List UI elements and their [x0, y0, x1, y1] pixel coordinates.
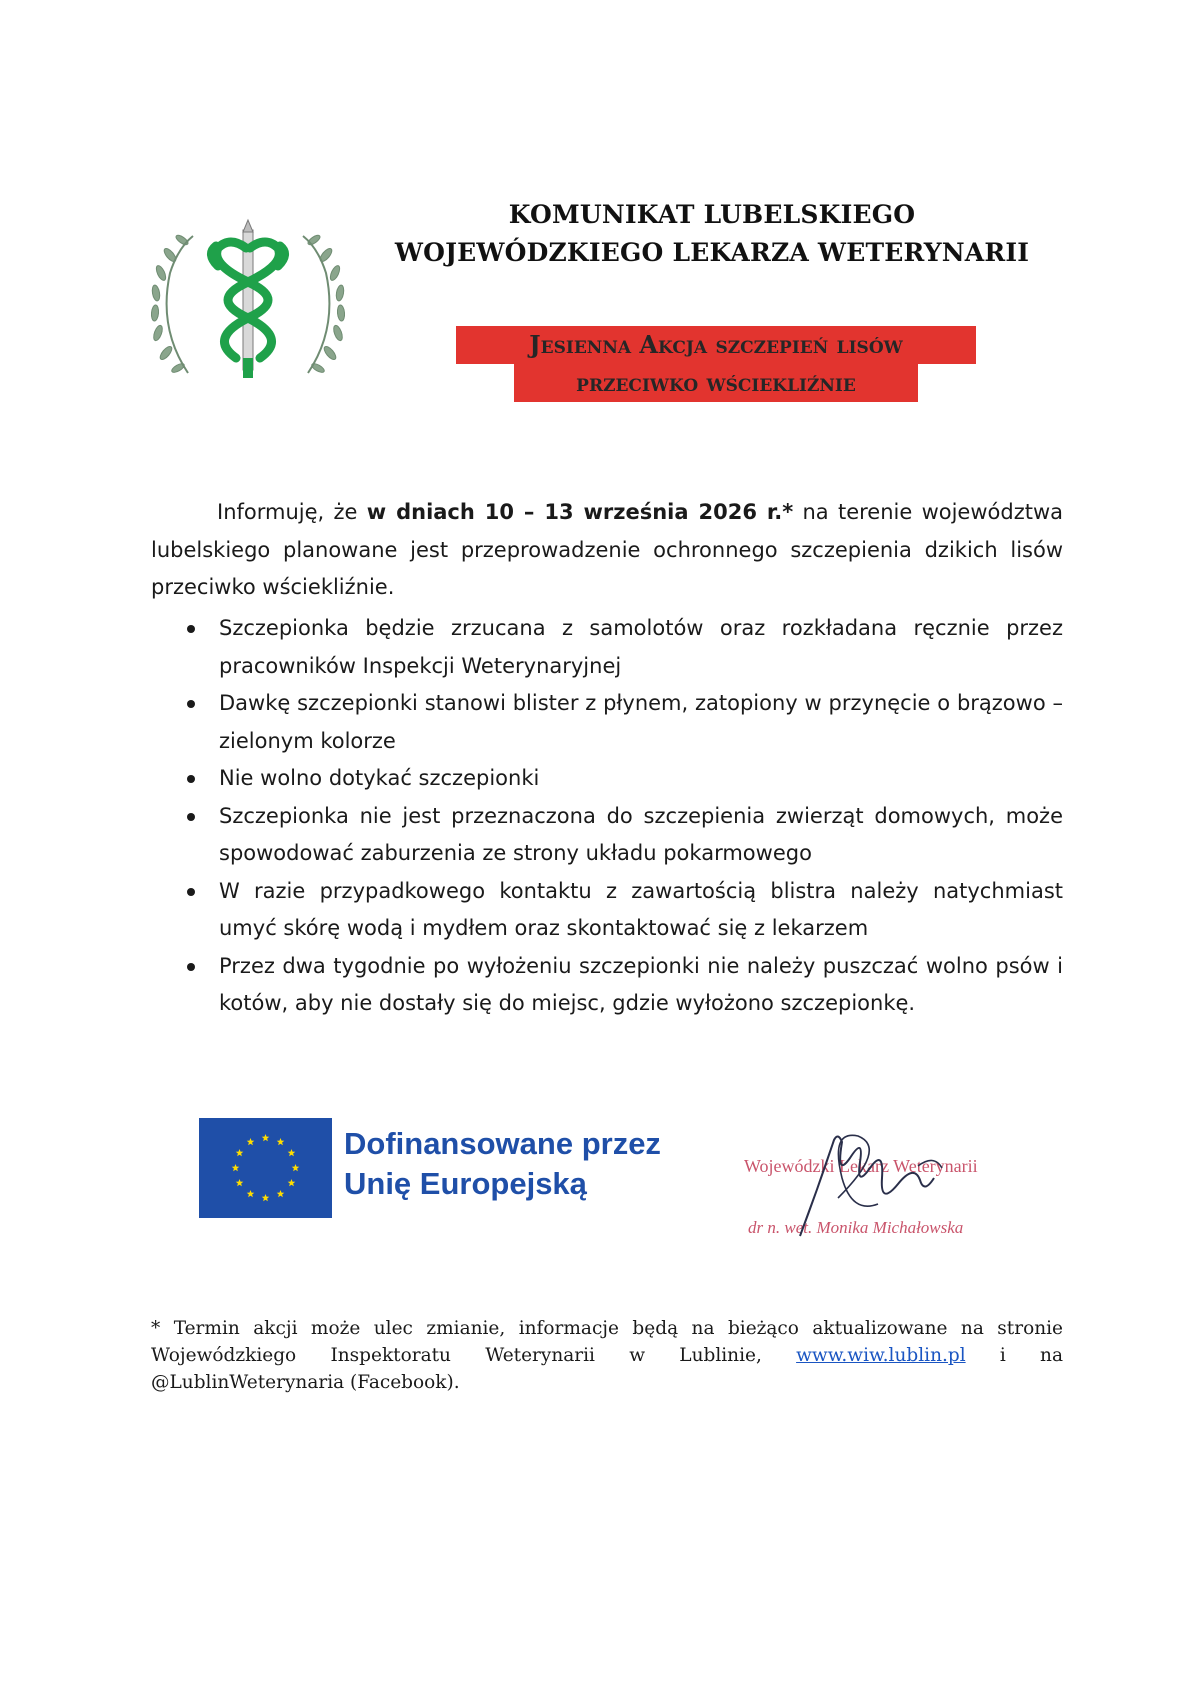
footnote	[151, 1315, 1063, 1396]
eu-line-1: Dofinansowane przez	[344, 1126, 661, 1161]
bullet-icon	[187, 625, 195, 633]
footnote-text-after: i na @LublinWeterynaria (Facebook).	[151, 1345, 1063, 1393]
intro-date: w dniach 10 – 13 września 2026 r.*	[366, 500, 794, 524]
list-item-text: Szczepionka będzie zrzucana z samolotów oraz rozkładana ręcznie przez pracowników Inspekcji Weterynaryjnej	[219, 616, 1063, 678]
footnote-text: * Termin akcji może ulec zmianie, informacje będą na bieżąco aktualizowane na stronie Wojewódzkiego Inspektoratu Weterynarii w Lublinie,	[151, 1318, 1063, 1366]
eu-funding-logo	[199, 1118, 689, 1218]
signature-icon	[738, 1118, 1038, 1248]
campaign-banner	[456, 326, 976, 402]
list-item	[151, 760, 1063, 798]
bullet-icon	[187, 700, 195, 708]
stamp-office: Wojewódzki Lekarz Weterynarii	[744, 1156, 978, 1176]
list-item	[151, 873, 1063, 948]
bullet-icon	[187, 813, 195, 821]
eu-flag-icon	[199, 1118, 332, 1218]
banner-line-2: przeciwko wściekliźnie	[514, 364, 918, 402]
title-line-1: KOMUNIKAT LUBELSKIEGO	[508, 200, 916, 229]
list-item	[151, 948, 1063, 1023]
instructions-list	[151, 610, 1063, 1023]
eu-funding-text	[344, 1124, 661, 1204]
list-item	[151, 610, 1063, 685]
title-line-2: WOJEWÓDZKIEGO LEKARZA WETERYNARII	[394, 238, 1030, 267]
intro-text-after: na terenie województwa lubelskiego planowane jest przeprowadzenie ochronnego szczepienia dzikich lisów przeciwko wściekliźnie.	[151, 500, 1063, 599]
list-item	[151, 685, 1063, 760]
caduceus-laurel-icon	[148, 218, 348, 388]
bullet-icon	[187, 775, 195, 783]
intro-text-before: Informuję, że	[217, 500, 367, 524]
bullet-icon	[187, 888, 195, 896]
banner-line-1: Jesienna Akcja szczepień lisów	[456, 326, 976, 364]
wiw-website-link[interactable]: www.wiw.lublin.pl	[796, 1345, 966, 1366]
list-item-text: Przez dwa tygodnie po wyłożeniu szczepionki nie należy puszczać wolno psów i kotów, aby nie dostały się do miejsc, gdzie wyłożono szczepionkę.	[219, 953, 1063, 1015]
eu-line-2: Unię Europejską	[344, 1166, 587, 1201]
bullet-icon	[187, 963, 195, 971]
signature-stamp	[738, 1118, 1038, 1248]
list-item-text: W razie przypadkowego kontaktu z zawartością blistra należy natychmiast umyć skórę wodą i mydłem oraz skontaktować się z lekarzem	[219, 878, 1063, 940]
list-item-text: Nie wolno dotykać szczepionki	[219, 766, 540, 790]
list-item-text: Dawkę szczepionki stanowi blister z płynem, zatopiony w przynęcie o brązowo – zielonym kolorze	[219, 691, 1063, 753]
stamp-name: dr n. wet. Monika Michałowska	[748, 1218, 964, 1237]
list-item-text: Szczepionka nie jest przeznaczona do szczepienia zwierząt domowych, może spowodować zaburzenia ze strony układu pokarmowego	[219, 803, 1063, 865]
intro-paragraph	[151, 494, 1063, 607]
list-item	[151, 798, 1063, 873]
document-title	[372, 196, 1052, 272]
